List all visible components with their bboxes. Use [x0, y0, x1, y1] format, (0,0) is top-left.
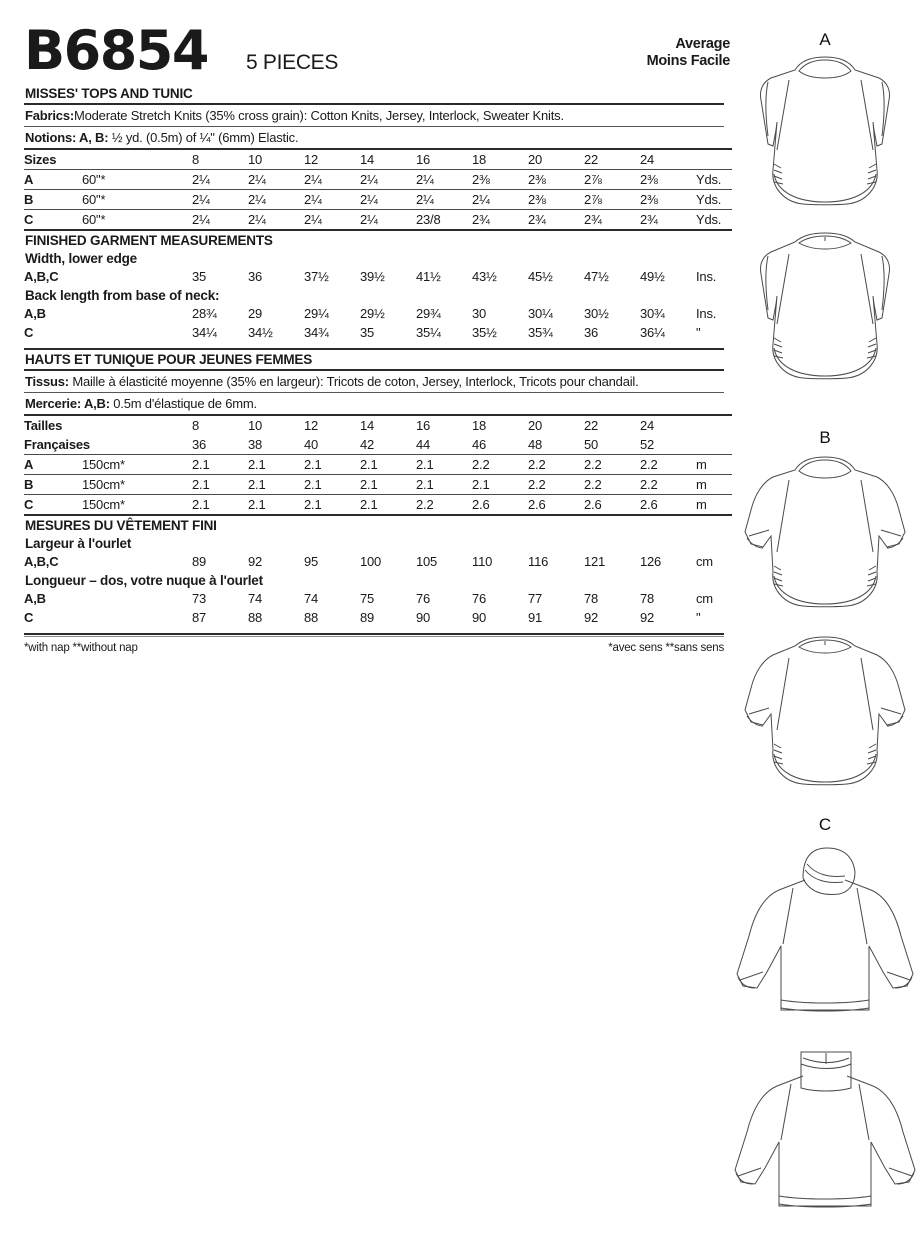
cell: 39½: [360, 269, 385, 284]
view-label-illustration-c: C: [818, 815, 832, 834]
cell: 100: [360, 554, 382, 569]
cell: 29½: [360, 306, 385, 321]
fabric-width-c: 60"*: [82, 210, 192, 231]
french-metrage-table: [24, 414, 732, 516]
cell: 45½: [528, 269, 553, 284]
cell: 2.2: [640, 455, 696, 475]
tailles-label: Tailles: [24, 415, 82, 435]
difficulty-english: Average: [675, 36, 730, 52]
fabrics-text: Moderate Stretch Knits (35% cross grain): Cotton Knits, Jersey, Interlock, Sweater Knits.: [73, 108, 564, 123]
view-label-c-fr2: C: [24, 610, 34, 625]
unit-cell: m: [696, 495, 732, 516]
cell: 2¼: [248, 210, 304, 231]
cell: 92: [640, 610, 655, 625]
fabric-width-a: 60"*: [82, 170, 192, 190]
cell: 2¼: [360, 190, 416, 210]
illustration-turtleneck-tunic-front: [727, 840, 923, 1040]
english-fgm-backlength-table: [24, 304, 732, 342]
cell: 14: [360, 415, 416, 435]
unit-cell: m: [696, 455, 732, 475]
difficulty-french: Moins Facile: [646, 53, 730, 69]
cell: 35½: [472, 325, 497, 340]
cell: 2⅜: [640, 170, 696, 190]
cell: 2¾: [472, 210, 528, 231]
view-label-c-fr: C: [24, 495, 82, 516]
cell: 35¾: [528, 325, 553, 340]
cell: 88: [304, 610, 319, 625]
size-col-0: 8: [192, 149, 248, 170]
cell: 42: [360, 437, 375, 452]
cell: 2¼: [416, 170, 472, 190]
view-label-ab-fr: A,B: [24, 591, 46, 606]
french-fgm-largeur-table: [24, 552, 732, 571]
mvf-title: MESURES DU VÊTEMENT FINI: [25, 518, 217, 533]
cell: 20: [528, 415, 584, 435]
unit-cell: ": [696, 325, 701, 340]
table-row: [24, 304, 732, 323]
cell: 52: [640, 437, 655, 452]
information-panel: [24, 19, 724, 654]
cell: 2⅞: [584, 170, 640, 190]
footnotes: [24, 637, 724, 654]
cell: 2¼: [304, 190, 360, 210]
cell: 74: [248, 591, 263, 606]
cell: 92: [248, 554, 263, 569]
cell: 2¼: [360, 210, 416, 231]
sizes-header-row: [24, 149, 732, 170]
cell: 29¼: [304, 306, 329, 321]
fabrics-label: Fabrics:: [25, 108, 74, 123]
size-col-8: 24: [640, 149, 696, 170]
table-row: [24, 552, 732, 571]
cell: 30: [472, 306, 487, 321]
cell: 2¼: [472, 190, 528, 210]
cell: 2.1: [304, 495, 360, 516]
cell: 126: [640, 554, 662, 569]
cell: 43½: [472, 269, 497, 284]
cell: 40: [304, 437, 319, 452]
size-col-2: 12: [304, 149, 360, 170]
cell: 18: [472, 415, 528, 435]
view-label-ab: A,B: [24, 306, 46, 321]
cell: 46: [472, 437, 487, 452]
cell: 90: [472, 610, 487, 625]
size-col-3: 14: [360, 149, 416, 170]
cell: 2¾: [584, 210, 640, 231]
cell: 2.2: [640, 475, 696, 495]
cell: 48: [528, 437, 543, 452]
cell: 50: [584, 437, 599, 452]
cell: 105: [416, 554, 438, 569]
english-title: MISSES' TOPS AND TUNIC: [25, 86, 193, 101]
view-label-illustration-b: B: [819, 428, 831, 447]
illustration-short-sleeve-top-back: [727, 632, 923, 800]
fabrics-line: [24, 105, 724, 126]
view-label-abc-fr: A,B,C: [24, 554, 59, 569]
cell: 95: [304, 554, 319, 569]
cell: 77: [528, 591, 543, 606]
unit-cell: ": [696, 610, 701, 625]
cell: 2⅜: [472, 170, 528, 190]
cell: 110: [472, 554, 493, 569]
cell: 78: [584, 591, 599, 606]
cell: 2.2: [416, 495, 472, 516]
cell: 2⅞: [584, 190, 640, 210]
cell: 10: [248, 415, 304, 435]
cell: 2¼: [416, 190, 472, 210]
cell: 89: [360, 610, 375, 625]
table-row: [24, 608, 732, 627]
illustration-cap-sleeve-top-front: [727, 52, 923, 212]
back-length-label: Back length from base of neck:: [25, 288, 220, 303]
cell: 36¼: [640, 325, 665, 340]
fabric-width-b: 60"*: [82, 190, 192, 210]
cell: 22: [584, 415, 640, 435]
cell: 12: [304, 415, 360, 435]
table-row: [24, 170, 732, 190]
cell: 90: [416, 610, 431, 625]
size-col-6: 20: [528, 149, 584, 170]
cell: 2.1: [416, 455, 472, 475]
cell: 29: [248, 306, 263, 321]
cell: 2¼: [192, 190, 248, 210]
cell: 34½: [248, 325, 273, 340]
cell: 2.1: [360, 455, 416, 475]
cell: 88: [248, 610, 263, 625]
longueur-label: Longueur – dos, votre nuque à l'ourlet: [25, 573, 263, 588]
tailles-header-row: [24, 415, 732, 435]
view-label-b: B: [24, 190, 82, 210]
unit-cell: Ins.: [696, 269, 717, 284]
table-row: [24, 495, 732, 516]
cell: 2.1: [192, 475, 248, 495]
cell: 2⅜: [528, 170, 584, 190]
unit-cell: m: [696, 475, 732, 495]
cell: 44: [416, 437, 431, 452]
cell: 2.6: [528, 495, 584, 516]
size-col-5: 18: [472, 149, 528, 170]
cell: 37½: [304, 269, 329, 284]
illustration-cap-sleeve-top-back: [727, 228, 923, 388]
size-col-4: 16: [416, 149, 472, 170]
cell: 121: [584, 554, 606, 569]
cell: 2¼: [304, 170, 360, 190]
cell: 2.1: [304, 455, 360, 475]
unit-cell: cm: [696, 554, 713, 569]
garment-illustrations: [727, 0, 923, 1236]
cell: 2.1: [192, 455, 248, 475]
sizes-label: Sizes: [24, 149, 82, 170]
cell: 2¾: [640, 210, 696, 231]
cell: 74: [304, 591, 319, 606]
fabric-width-b-fr: 150cm*: [82, 475, 192, 495]
cell: 2.1: [360, 495, 416, 516]
french-fgm-longueur-table: [24, 589, 732, 627]
cell: 73: [192, 591, 207, 606]
english-yardage-table: [24, 148, 732, 231]
difficulty-rating: [620, 36, 730, 70]
illustration-short-sleeve-top-front: [727, 452, 923, 620]
pattern-number: B6854: [24, 19, 208, 82]
header-row: [24, 19, 724, 84]
table-row: [24, 190, 732, 210]
cell: 30¼: [528, 306, 553, 321]
unit-cell: Yds.: [696, 170, 732, 190]
table-row: [24, 210, 732, 231]
english-fgm-width-table: [24, 267, 732, 286]
cell: 47½: [584, 269, 609, 284]
table-row: [24, 589, 732, 608]
cell: 36: [584, 325, 599, 340]
cell: 2.2: [472, 455, 528, 475]
cell: 30¾: [640, 306, 665, 321]
table-row: [24, 323, 732, 342]
footnote-english: *with nap **without nap: [24, 642, 138, 654]
table-row: [24, 267, 732, 286]
view-label-a-fr: A: [24, 455, 82, 475]
french-title: HAUTS ET TUNIQUE POUR JEUNES FEMMES: [25, 352, 313, 367]
cell: 2.2: [584, 455, 640, 475]
view-label-c: C: [24, 210, 82, 231]
cell: 2.1: [248, 455, 304, 475]
cell: 87: [192, 610, 207, 625]
cell: 2.6: [640, 495, 696, 516]
cell: 34¼: [192, 325, 217, 340]
cell: 35: [192, 269, 207, 284]
piece-count: 5 PIECES: [245, 51, 339, 74]
cell: 2.2: [584, 475, 640, 495]
notions-text: ½ yd. (0.5m) of ¼" (6mm) Elastic.: [111, 130, 299, 145]
mercerie-label: Mercerie: A,B:: [25, 396, 110, 411]
cell: 2.1: [304, 475, 360, 495]
cell: 116: [528, 554, 549, 569]
cell: 2.6: [584, 495, 640, 516]
mercerie-text: 0.5m d'élastique de 6mm.: [113, 396, 257, 411]
tissus-line: [24, 371, 724, 392]
francaises-header-row: [24, 435, 732, 455]
fabric-width-c-fr: 150cm*: [82, 495, 192, 516]
cell: 35: [360, 325, 375, 340]
width-lower-edge-label: Width, lower edge: [25, 251, 137, 266]
unit-cell: Ins.: [696, 306, 717, 321]
unit-cell: Yds.: [696, 190, 732, 210]
cell: 8: [192, 415, 248, 435]
cell: 2¼: [248, 170, 304, 190]
cell: 2.1: [248, 475, 304, 495]
cell: 2.1: [248, 495, 304, 516]
table-row: [24, 455, 732, 475]
view-label-a: A: [24, 170, 82, 190]
cell: 2.1: [472, 475, 528, 495]
fabric-width-a-fr: 150cm*: [82, 455, 192, 475]
cell: 78: [640, 591, 655, 606]
cell: 89: [192, 554, 207, 569]
size-col-7: 22: [584, 149, 640, 170]
view-label-abc: A,B,C: [24, 269, 59, 284]
cell: 28¾: [192, 306, 217, 321]
cell: 92: [584, 610, 599, 625]
cell: 34¾: [304, 325, 329, 340]
illustration-turtleneck-tunic-back: [727, 1040, 923, 1235]
view-label-c2: C: [24, 325, 34, 340]
cell: 29¾: [416, 306, 441, 321]
cell: 2.2: [528, 475, 584, 495]
cell: 16: [416, 415, 472, 435]
cell: 76: [416, 591, 431, 606]
fgm-title: FINISHED GARMENT MEASUREMENTS: [25, 233, 273, 248]
cell: 2⅜: [528, 190, 584, 210]
cell: 2.2: [528, 455, 584, 475]
cell: 2¼: [248, 190, 304, 210]
notions-label: Notions: A, B:: [25, 130, 109, 145]
cell: 38: [248, 437, 263, 452]
cell: 76: [472, 591, 487, 606]
cell: 2¼: [192, 170, 248, 190]
view-label-illustration-a: A: [819, 30, 831, 49]
cell: 2¾: [528, 210, 584, 231]
unit-cell: Yds.: [696, 210, 732, 231]
cell: 2¼: [304, 210, 360, 231]
tissus-label: Tissus:: [25, 374, 69, 389]
cell: 2⅜: [640, 190, 696, 210]
cell: 30½: [584, 306, 609, 321]
cell: 2.1: [192, 495, 248, 516]
francaises-label: Françaises: [24, 437, 90, 452]
table-row: [24, 475, 732, 495]
cell: 41½: [416, 269, 441, 284]
cell: 36: [192, 437, 207, 452]
notions-line: [24, 127, 724, 148]
cell: 24: [640, 415, 696, 435]
view-label-b-fr: B: [24, 475, 82, 495]
cell: 75: [360, 591, 375, 606]
cell: 2¼: [360, 170, 416, 190]
mercerie-line: [24, 393, 724, 414]
cell: 36: [248, 269, 263, 284]
cell: 2.1: [416, 475, 472, 495]
cell: 91: [528, 610, 543, 625]
unit-cell: cm: [696, 591, 713, 606]
footnote-french: *avec sens **sans sens: [608, 642, 724, 654]
cell: 2.1: [360, 475, 416, 495]
tissus-text: Maille à élasticité moyenne (35% en largeur): Tricots de coton, Jersey, Interlock, Tricots pour chandail.: [72, 374, 639, 389]
cell: 2.6: [472, 495, 528, 516]
size-col-1: 10: [248, 149, 304, 170]
cell: 2¼: [192, 210, 248, 231]
largeur-label: Largeur à l'ourlet: [25, 536, 132, 551]
cell: 49½: [640, 269, 665, 284]
cell: 35¼: [416, 325, 441, 340]
cell: 23/8: [416, 210, 472, 231]
